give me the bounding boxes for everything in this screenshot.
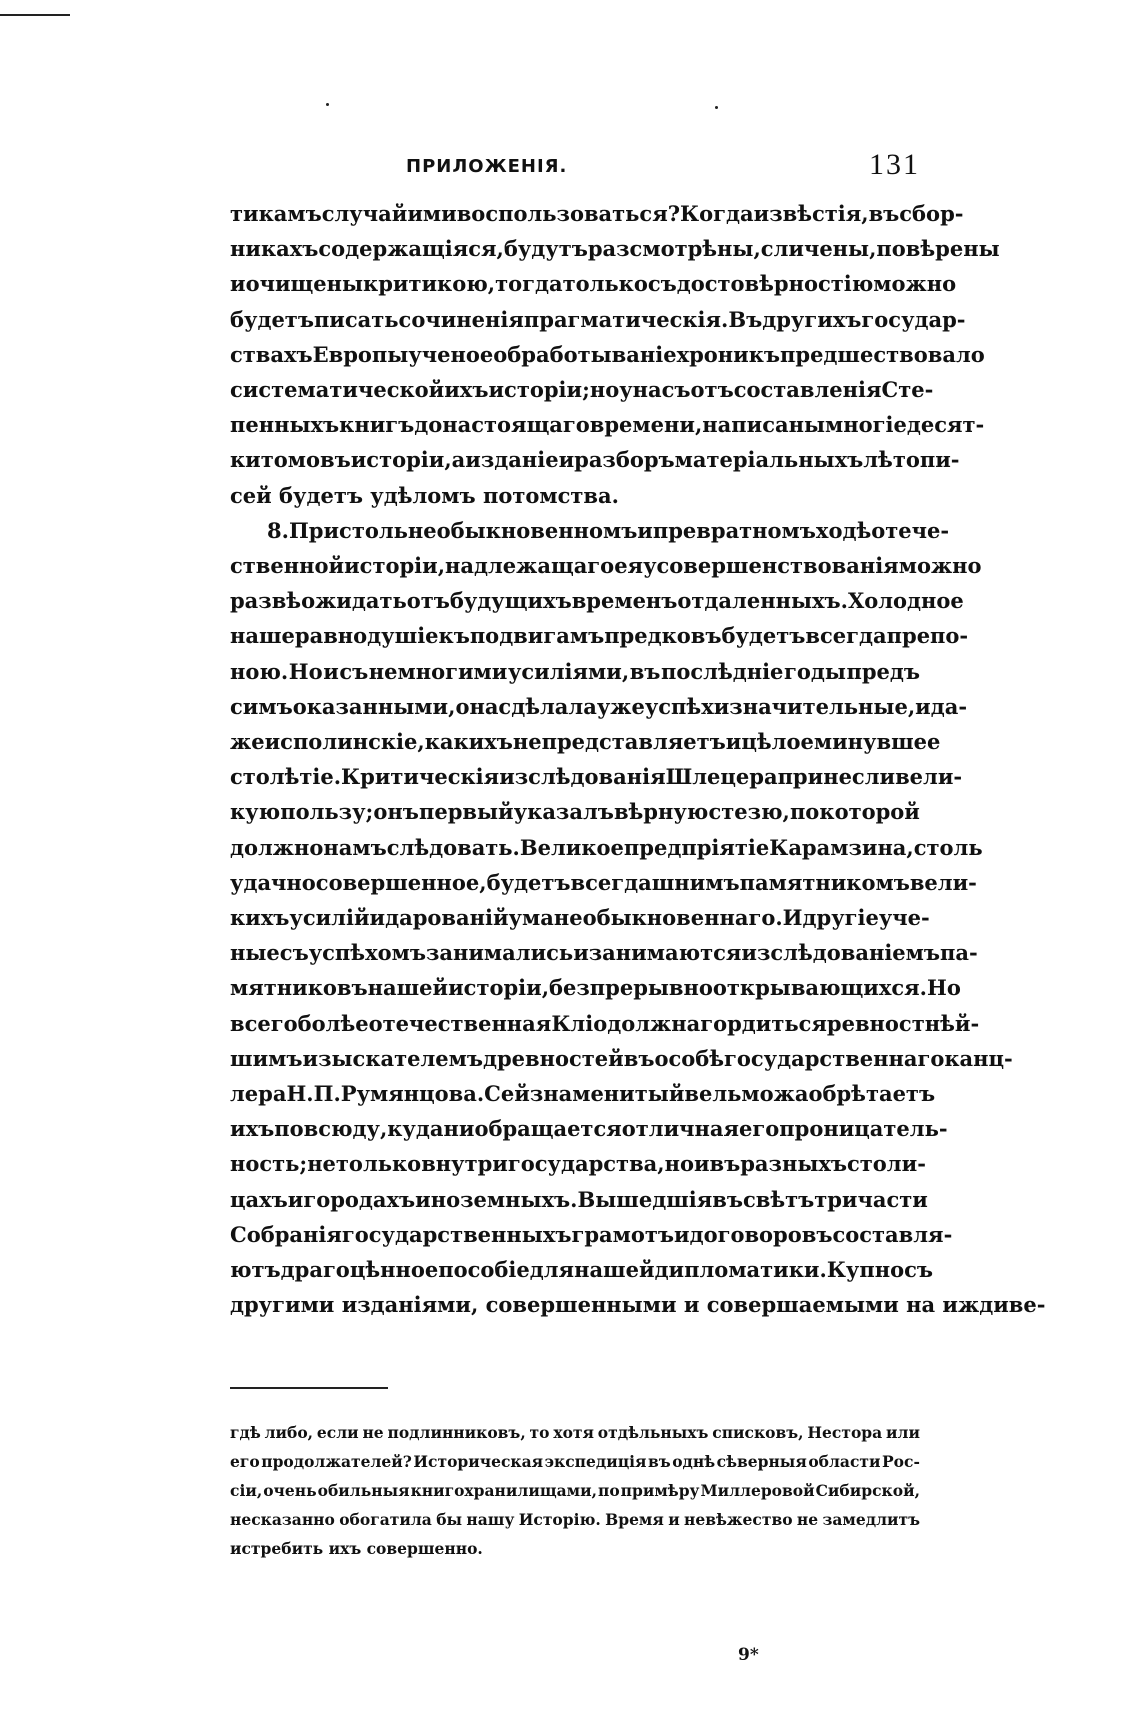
text-line: Собранія государственныхъ грамотъ и договоровъ составля- — [230, 1221, 953, 1247]
page-number: 131 — [869, 148, 920, 181]
text-line: ственной исторіи, надлежащаго ея усовершенствованія можно — [230, 553, 982, 579]
running-header — [230, 148, 920, 184]
text-line: шимъ изыскателемъ древностей въ особѣ государственнаго канц- — [230, 1045, 1013, 1071]
text-line: будетъ писать сочиненія прагматическія. Въ другихъ государ- — [230, 306, 966, 332]
print-speck — [715, 106, 718, 109]
text-line: систематической ихъ исторіи; но у насъ отъ составленія Сте- — [230, 377, 934, 403]
footnote-line: его продолжателей? Историческая экспедиція въ однѣ сѣверныя области Рос- — [230, 1452, 920, 1471]
text-line: 8. При столь необыкновенномъ и превратномъ ходѣ отече- — [267, 517, 950, 543]
footnote-text — [230, 1418, 920, 1563]
text-line: наше равнодушіе къ подвигамъ предковъ будетъ всегда препо- — [230, 623, 969, 649]
text-line: ность; не только внутри государства, но и въ разныхъ столи- — [230, 1151, 926, 1177]
text-line: ною. Но и съ немногими усиліями, въ послѣдніе годы предъ — [230, 658, 920, 684]
text-line: цахъ и городахъ иноземныхъ. Вышедшія въ свѣтъ три части — [230, 1186, 928, 1212]
text-line: ствахъ Европы ученое обработываніе хроникъ предшествовало — [230, 341, 985, 367]
print-speck — [326, 103, 329, 106]
text-line: всего болѣе отечественная Кліо должна гордиться ревностнѣй- — [230, 1010, 980, 1036]
footnote-line: сіи, очень обильныя книгохранилищами, по примѣру Миллеровой Сибирской, — [230, 1481, 920, 1500]
signature-mark: 9* — [738, 1645, 759, 1665]
main-text — [230, 196, 1046, 1323]
text-line: и очищены критикою, тогда только съ достовѣрностію можно — [230, 271, 957, 297]
footnote-line: истребить ихъ совершенно. — [230, 1539, 483, 1558]
footnote-line: несказанно обогатила бы нашу Исторію. Время и невѣжество не замедлитъ — [230, 1510, 920, 1529]
running-title: ПРИЛОЖЕНІЯ. — [406, 156, 568, 177]
text-line: лера Н. П. Румянцова. Сей знаменитый вельможа обрѣтаетъ — [230, 1081, 936, 1107]
text-line: развѣ ожидать отъ будущихъ временъ отдаленныхъ. Холодное — [230, 588, 964, 614]
text-line: мятниковъ нашей исторіи, безпрерывно открывающихся. Но — [230, 975, 961, 1001]
text-line: симъ оказанными, она сдѣлала уже успѣхи значительные, и да- — [230, 693, 968, 719]
text-line: же исполинскіе, какихъ не представляетъ и цѣлое минувшее — [230, 729, 941, 755]
text-line: никахъ содержащіяся, будутъ разсмотрѣны, сличены, повѣрены — [230, 236, 1000, 262]
text-line: пенныхъ книгъ до настоящаго времени, написаны многіе десят- — [230, 412, 985, 438]
text-line: ихъ повсюду, куда ни обращается отличная его проницатель- — [230, 1116, 948, 1142]
text-line: ютъ драгоцѣнное пособіе для нашей дипломатики. Купно съ — [230, 1257, 934, 1283]
text-line: кихъ усилій и дарованій ума необыкновеннаго. И другіе уче- — [230, 905, 930, 931]
text-line: столѣтіе. Критическія изслѣдованія Шлецера принесли вели- — [230, 764, 963, 790]
text-line: ки томовъ исторіи, а изданіе и разборъ матеріальныхъ лѣтопи- — [230, 447, 960, 473]
text-line: другими изданіями, совершенными и совершаемыми на иждиве- — [230, 1292, 1046, 1318]
footnote-line: гдѣ либо, если не подлинниковъ, то хотя отдѣльныхъ списковъ, Нестора или — [230, 1423, 920, 1442]
text-line: кую пользу; онъ первый указалъ вѣрную стезю, по которой — [230, 799, 920, 825]
text-line: удачно совершенное, будетъ всегдашнимъ памятникомъ вели- — [230, 869, 977, 895]
text-line: тикамъ случай ими воспользоваться? Когда извѣстія, въ сбор- — [230, 201, 964, 226]
text-line: сей будетъ удѣломъ потомства. — [230, 482, 619, 508]
text-line: ные съ успѣхомъ занимались и занимаются изслѣдованіемъ па- — [230, 940, 978, 966]
text-line: должно намъ слѣдовать. Великое предпріятіе Карамзина, столь — [230, 834, 983, 860]
top-left-rule — [0, 14, 70, 16]
footnote-separator — [230, 1387, 388, 1389]
